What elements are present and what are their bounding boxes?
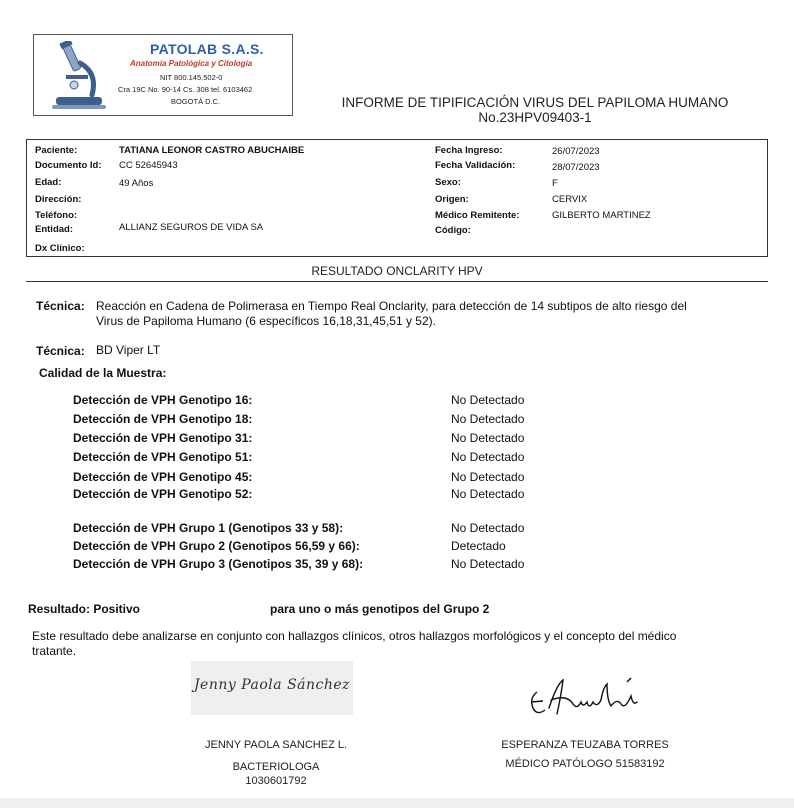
sexo-label: Sexo: (435, 177, 461, 188)
clinical-note-line2: tratante. (32, 644, 77, 658)
genotype-label: Detección de VPH Genotipo 52: (73, 487, 253, 501)
group-label: Detección de VPH Grupo 3 (Genotipos 35, 39 y 68): (73, 557, 364, 571)
genotype-label: Detección de VPH Genotipo 45: (73, 470, 253, 484)
group-value: Detectado (451, 539, 506, 553)
tecnica-label: Técnica: (36, 299, 85, 313)
clinical-note-line1: Este resultado debe analizarse en conjunto con hallazgos clínicos, otros hallazgos morfológicos y el concepto del médico (32, 629, 677, 643)
genotype-label: Detección de VPH Genotipo 18: (73, 412, 253, 426)
group-value: No Detectado (451, 521, 525, 535)
signature-1-name: JENNY PAOLA SANCHEZ L. (204, 739, 348, 751)
signature-2-role: MÉDICO PATÓLOGO 51583192 (505, 758, 665, 770)
entidad-label: Entidad: (35, 224, 73, 235)
codigo-label: Código: (435, 225, 471, 236)
genotype-label: Detección de VPH Genotipo 51: (73, 450, 253, 464)
medico-value: GILBERTO MARTINEZ (552, 210, 651, 221)
signature-2-image (527, 676, 647, 724)
group-value: No Detectado (451, 557, 525, 571)
direccion-label: Dirección: (35, 194, 82, 205)
fecha-ingreso-label: Fecha Ingreso: (435, 145, 503, 156)
genotype-value: No Detectado (451, 487, 525, 501)
report-title-line1: INFORME DE TIPIFICACIÓN VIRUS DEL PAPILOMA HUMANO (341, 95, 729, 110)
genotype-value: No Detectado (451, 470, 525, 484)
lab-subtitle: Anatomía Patológica y Citología (130, 59, 253, 68)
lab-address: Cra 19C No. 90-14 Cs. 308 tel. 6103462 (118, 85, 253, 94)
edad-value: 49 Años (119, 178, 154, 189)
documento-label: Documento Id: (35, 160, 102, 171)
genotype-value: No Detectado (451, 412, 525, 426)
documento-value: CC 52645943 (119, 160, 178, 171)
medico-label: Médico Remitente: (435, 210, 520, 221)
tecnica2-label: Técnica: (36, 344, 85, 358)
paciente-value: TATIANA LEONOR CASTRO ABUCHAIBE (119, 145, 305, 156)
lab-logo-box (33, 34, 293, 116)
dx-clinico-label: Dx Clínico: (35, 243, 85, 254)
origen-label: Origen: (435, 194, 469, 205)
signature-1-image (191, 661, 353, 715)
resultado-detail: para uno o más genotipos del Grupo 2 (270, 602, 490, 616)
report-number: No.23HPV09403-1 (478, 110, 592, 125)
lab-name: PATOLAB S.A.S. (150, 41, 264, 57)
lab-nit: NIT 800.145.502-0 (160, 73, 223, 82)
tecnica-line2: Virus de Papiloma Humano (6 específicos 16,18,31,45,51 y 52). (96, 314, 436, 328)
tecnica-line1: Reacción en Cadena de Polimerasa en Tiempo Real Onclarity, para detección de 14 subtipos de alto riesgo del (96, 299, 687, 313)
group-label: Detección de VPH Grupo 2 (Genotipos 56,59 y 66): (73, 539, 360, 553)
signature-1-script: Jenny Paola Sánchez (193, 677, 351, 693)
microscope-icon (48, 41, 110, 111)
clinical-note (32, 629, 772, 659)
section-title: RESULTADO ONCLARITY HPV (311, 264, 483, 278)
group-label: Detección de VPH Grupo 1 (Genotipos 33 y 58): (73, 521, 344, 535)
tecnica-description (96, 299, 766, 329)
fecha-ingreso-value: 26/07/2023 (552, 146, 600, 157)
signature-2-name: ESPERANZA TEUZABA TORRES (501, 739, 669, 751)
fecha-validacion-value: 28/07/2023 (552, 162, 600, 173)
origen-value: CERVIX (552, 194, 588, 205)
genotype-value: No Detectado (451, 431, 525, 445)
resultado-label: Resultado: Positivo (28, 602, 141, 616)
tecnica2-value: BD Viper LT (96, 343, 161, 357)
section-divider (26, 281, 768, 282)
telefono-label: Teléfono: (35, 210, 78, 221)
report-title (300, 95, 770, 125)
edad-label: Edad: (35, 177, 62, 188)
fecha-validacion-label: Fecha Validación: (435, 160, 516, 171)
genotype-value: No Detectado (451, 450, 525, 464)
calidad-label: Calidad de la Muestra: (39, 366, 167, 380)
page-bottom-edge (0, 798, 794, 808)
sexo-value: F (552, 178, 558, 189)
patient-info-box (26, 139, 768, 257)
lab-city: BOGOTÁ D.C. (171, 97, 221, 106)
signature-1-id: 1030601792 (245, 775, 307, 787)
genotype-value: No Detectado (451, 393, 525, 407)
entidad-value: ALLIANZ SEGUROS DE VIDA SA (119, 222, 264, 233)
signature-1-role: BACTERIOLOGA (232, 761, 320, 773)
paciente-label: Paciente: (35, 145, 78, 156)
genotype-label: Detección de VPH Genotipo 31: (73, 431, 253, 445)
genotype-label: Detección de VPH Genotipo 16: (73, 393, 253, 407)
